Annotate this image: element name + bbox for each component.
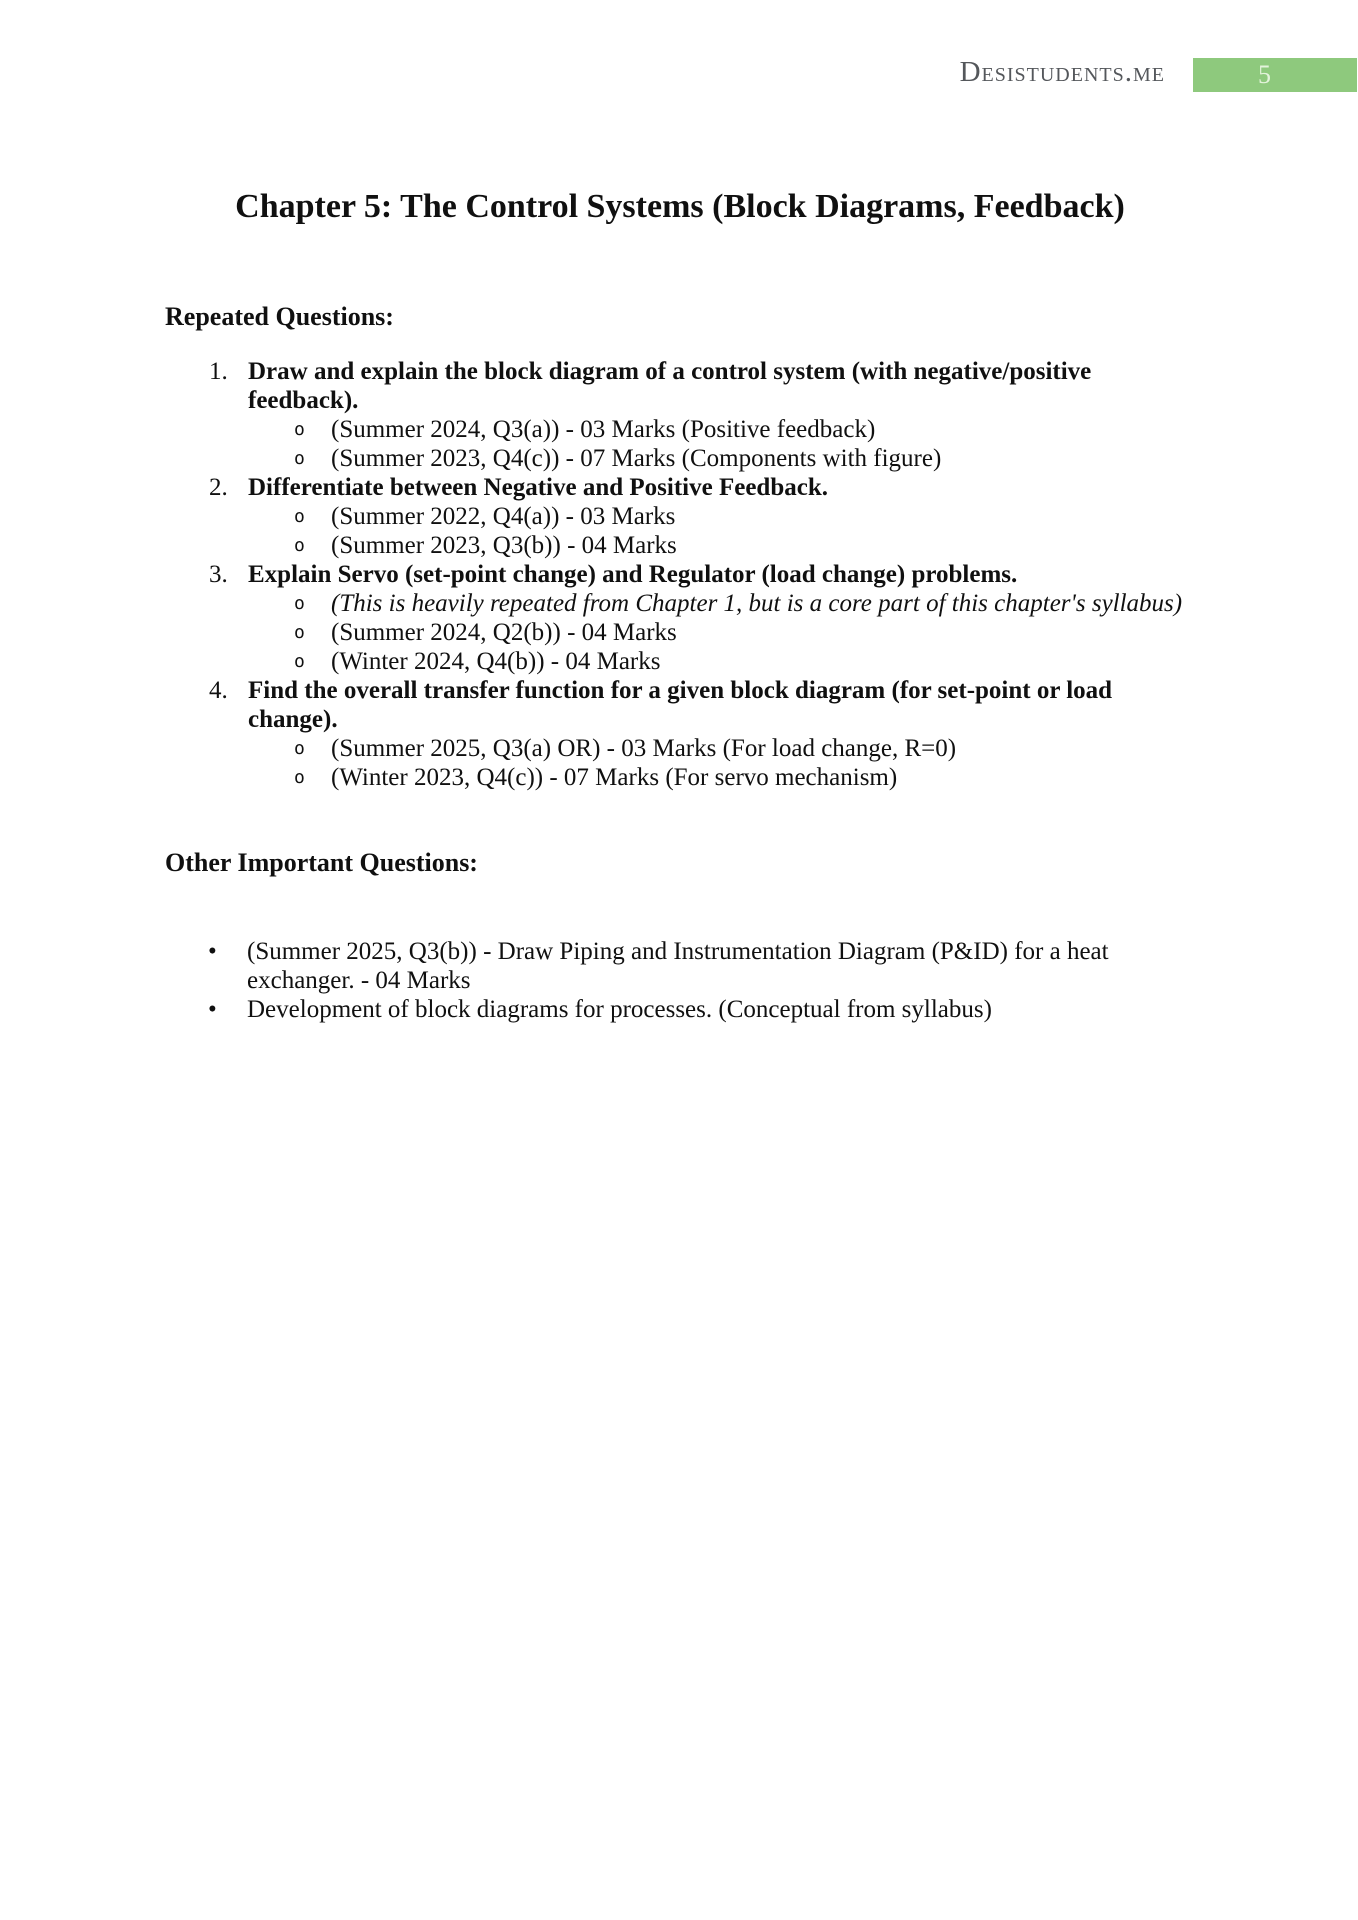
circle-bullet-icon: o bbox=[294, 622, 305, 643]
question-text: Find the overall transfer function for a given block diagram (for set-point or load change). bbox=[248, 677, 1113, 733]
question-sub-item bbox=[165, 618, 1195, 647]
question-text: Draw and explain the block diagram of a control system (with negative/positive feedback). bbox=[248, 358, 1092, 414]
circle-bullet-icon: o bbox=[294, 738, 305, 759]
circle-bullet-icon: o bbox=[294, 419, 305, 440]
bullet-item-text: Development of block diagrams for processes. (Conceptual from syllabus) bbox=[247, 996, 992, 1023]
circle-bullet-icon: o bbox=[294, 767, 305, 788]
sub-item-note-text: (This is heavily repeated from Chapter 1, but is a core part of this chapter's syllabus) bbox=[331, 590, 1183, 617]
question-item bbox=[165, 676, 1195, 734]
page-number: 5 bbox=[1258, 60, 1271, 89]
page-number-badge bbox=[1193, 58, 1357, 92]
question-sub-item bbox=[165, 734, 1195, 763]
repeated-questions-heading: Repeated Questions: bbox=[165, 302, 394, 331]
item-number: 2. bbox=[209, 474, 228, 501]
bullet-item-text: (Summer 2025, Q3(b)) - Draw Piping and Instrumentation Diagram (P&ID) for a heat exchanger. - 04 Marks bbox=[247, 938, 1109, 994]
bullet-item bbox=[165, 937, 1195, 995]
circle-bullet-icon: o bbox=[294, 535, 305, 556]
circle-bullet-icon: o bbox=[294, 593, 305, 614]
item-number: 4. bbox=[209, 677, 228, 704]
item-number: 1. bbox=[209, 358, 228, 385]
sub-item-text: (Summer 2023, Q4(c)) - 07 Marks (Components with figure) bbox=[331, 445, 942, 472]
repeated-questions-list bbox=[165, 357, 1195, 792]
question-sub-item bbox=[165, 415, 1195, 444]
sub-item-text: (Summer 2022, Q4(a)) - 03 Marks bbox=[331, 503, 676, 530]
disc-bullet-icon: • bbox=[208, 938, 217, 965]
circle-bullet-icon: o bbox=[294, 506, 305, 527]
question-sub-item bbox=[165, 502, 1195, 531]
question-sub-item bbox=[165, 589, 1195, 618]
question-item bbox=[165, 357, 1195, 415]
question-item bbox=[165, 560, 1195, 589]
chapter-title: Chapter 5: The Control Systems (Block Diagrams, Feedback) bbox=[235, 188, 1125, 225]
document-content bbox=[165, 0, 1195, 1024]
bullet-item bbox=[165, 995, 1195, 1024]
question-sub-item bbox=[165, 647, 1195, 676]
question-text: Explain Servo (set-point change) and Regulator (load change) problems. bbox=[248, 561, 1018, 588]
sub-item-text: (Summer 2023, Q3(b)) - 04 Marks bbox=[331, 532, 677, 559]
sub-item-text: (Winter 2023, Q4(c)) - 07 Marks (For servo mechanism) bbox=[331, 764, 898, 791]
circle-bullet-icon: o bbox=[294, 651, 305, 672]
question-sub-item bbox=[165, 531, 1195, 560]
question-sub-item bbox=[165, 763, 1195, 792]
other-questions-list bbox=[165, 937, 1195, 1024]
site-name: Desistudents.me bbox=[959, 56, 1165, 88]
other-questions-heading: Other Important Questions: bbox=[165, 848, 478, 877]
circle-bullet-icon: o bbox=[294, 448, 305, 469]
question-item bbox=[165, 473, 1195, 502]
sub-item-text: (Summer 2024, Q3(a)) - 03 Marks (Positive feedback) bbox=[331, 416, 876, 443]
question-sub-item bbox=[165, 444, 1195, 473]
sub-item-text: (Winter 2024, Q4(b)) - 04 Marks bbox=[331, 648, 661, 675]
sub-item-text: (Summer 2025, Q3(a) OR) - 03 Marks (For load change, R=0) bbox=[331, 735, 957, 762]
disc-bullet-icon: • bbox=[208, 996, 217, 1023]
question-text: Differentiate between Negative and Positive Feedback. bbox=[248, 474, 828, 501]
item-number: 3. bbox=[209, 561, 228, 588]
sub-item-text: (Summer 2024, Q2(b)) - 04 Marks bbox=[331, 619, 677, 646]
